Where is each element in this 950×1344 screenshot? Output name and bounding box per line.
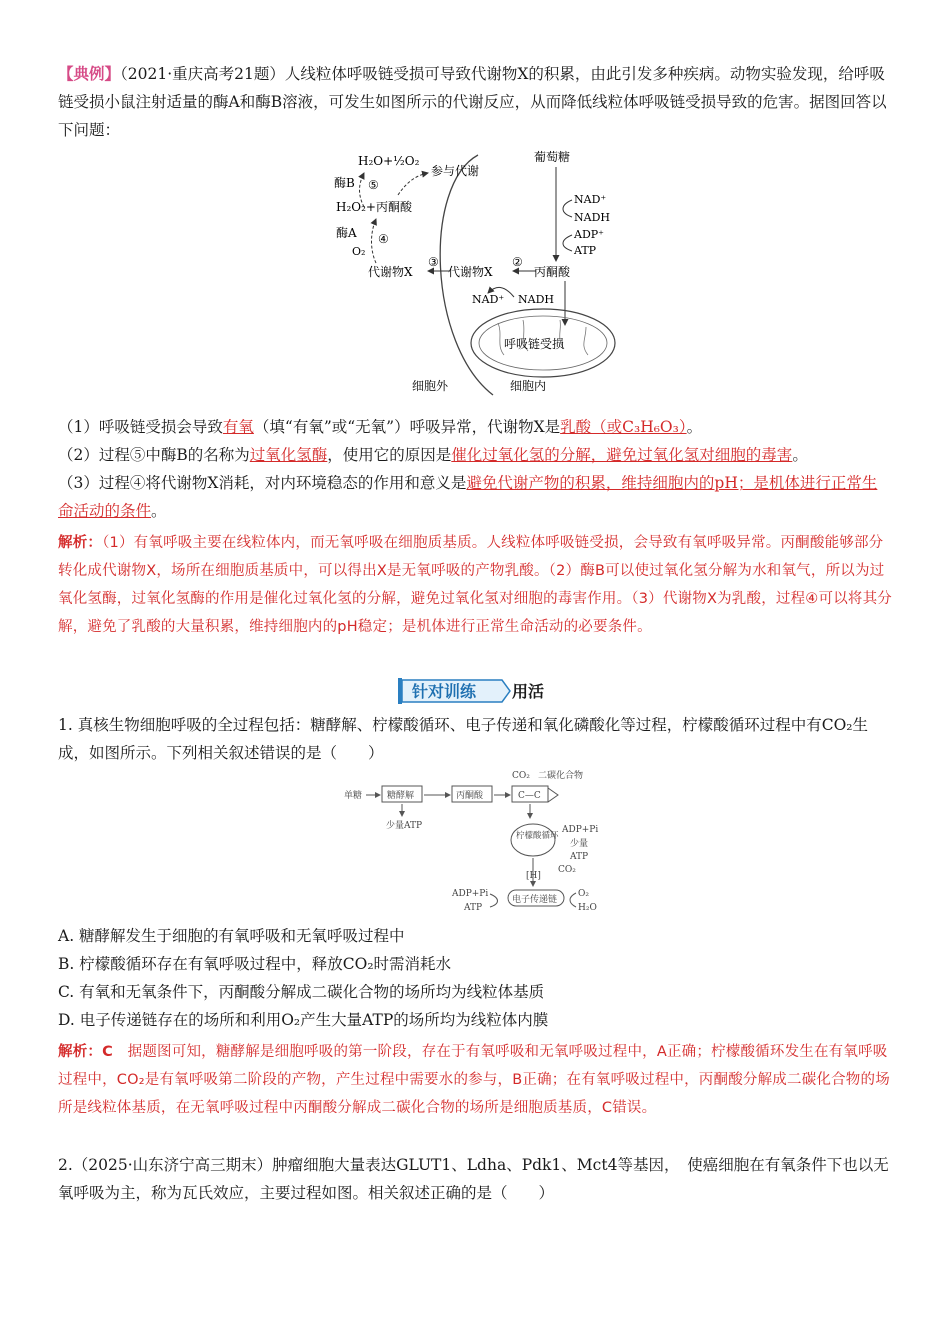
analysis-label: 解析： — [58, 535, 103, 551]
pyruvate-label: 丙酮酸 — [534, 265, 571, 279]
atp-2-label: ATP — [464, 903, 483, 913]
q1-option-a[interactable]: A. 糖酵解发生于细胞的有氧呼吸和无氧呼吸过程中 — [58, 927, 405, 945]
q1-analysis — [58, 1038, 892, 1122]
o2-label-2: O₂ — [578, 889, 589, 899]
q1-answer-1: 有氧 — [222, 418, 254, 436]
q1-prefix: （1）呼吸链受损会导致 — [58, 418, 223, 436]
example-q1 — [58, 413, 892, 441]
example-intro — [58, 60, 892, 144]
co2-mid-label: CO₂ — [558, 865, 576, 875]
q2-end: 。 — [792, 446, 808, 464]
banner-suffix: 用活 — [512, 682, 545, 701]
adp-label: ADP⁺ — [574, 228, 604, 241]
banner-label: 针对训练 — [412, 682, 477, 701]
h2o2-pyruvate: H₂O₂+丙酮酸 — [336, 200, 412, 214]
q1-analysis-label: 解析：C — [58, 1044, 113, 1060]
banner-graphic — [398, 676, 554, 706]
q1-end: 。 — [686, 418, 703, 436]
q2-middle: ，使用它的原因是 — [327, 446, 452, 464]
q2-stem: 2.（2025·山东济宁高三期末）肿瘤细胞大量表达GLUT1、Ldha、Pdk1、Mct4等基因， 使癌细胞在有氧条件下也以无氧呼吸为主，称为瓦氏效应，主要过程如图。相关叙述正确的是（ ） — [58, 1156, 889, 1202]
o2-label: O₂ — [352, 245, 366, 258]
q3-answer: 避免代谢产物的积累，维持细胞内的pH；是机体进行正常生命活动的条件 — [58, 474, 878, 520]
h2o-label: H₂O — [578, 903, 597, 913]
small-atp-label: 少量ATP — [386, 821, 423, 831]
q1-option-b[interactable]: B. 柠檬酸循环存在有氧呼吸过程中，释放CO₂时需消耗水 — [58, 955, 452, 973]
metabolite-x-in: 代谢物X — [448, 265, 493, 279]
co2-top-label: CO₂ — [512, 771, 530, 781]
atp-1-label: ATP — [570, 852, 589, 862]
h-label: [H] — [526, 871, 541, 881]
q1-answer-2: 乳酸（或C₃H₆O₃） — [560, 418, 687, 436]
nad-plus-top: NAD⁺ — [574, 193, 607, 206]
q2-answer-1: 过氧化氢酶 — [249, 446, 328, 464]
q1-analysis-text: 据题图可知，糖酵解是细胞呼吸的第一阶段，存在于有氧呼吸和无氧呼吸过程中，A正确；柠檬酸循环发生在有氧呼吸过程中，CO₂是有氧呼吸第二阶段的产物，产生过程中需要水的参与，B正确；在有氧呼吸过程中，丙酮酸分解成二碳化合物的场所是线粒体基质，在无氧呼吸过程中丙酮酸分解成二碳化合物的场所是细胞质基质，C错误。 — [58, 1044, 890, 1116]
step5-label: ⑤ — [368, 178, 379, 192]
section-banner — [398, 676, 554, 706]
q1-option-c[interactable]: C. 有氧和无氧条件下，丙酮酸分解成二碳化合物的场所均为线粒体基质 — [58, 983, 545, 1001]
example-analysis — [58, 529, 892, 641]
adp-pi-2-label: ADP+Pi — [452, 889, 489, 899]
q2-prefix: （2）过程⑤中酶B的名称为 — [58, 446, 250, 464]
step3-label: ③ — [428, 255, 439, 269]
q3-prefix: （3）过程④将代谢物X消耗，对内环境稳态的作用和意义是 — [58, 474, 467, 492]
glycolysis-label: 糖酵解 — [387, 791, 415, 801]
respiration-diagram — [340, 766, 610, 918]
q1-option-d[interactable]: D. 电子传递链存在的场所和利用O₂产生大量ATP的场所均为线粒体内膜 — [58, 1011, 549, 1029]
analysis-text: （1）有氧呼吸主要在线粒体内，而无氧呼吸在细胞质基质。人线粒体呼吸链受损，会导致有氧呼吸异常。丙酮酸能够部分转化成代谢物X，场所在细胞质基质中，可以得出X是无氧呼吸的产物乳酸。（2）酶B可以使过氧化氢分解为水和氧气，所以为过氧化氢酶，过氧化氢酶的作用是催化过氧化氢的分解，避免过氧化氢对细胞的毒害作用。（3）代谢物X为乳酸，过程④可以将其分解，避免了乳酸的大量积累，维持细胞内的pH稳定；是机体进行正常生命活动的必要条件。 — [58, 535, 893, 635]
nad-plus-bottom: NAD⁺ — [472, 293, 505, 306]
metabolite-x-out: 代谢物X — [368, 265, 413, 279]
example-tag: 【典例】 — [58, 64, 121, 83]
q3-end: 。 — [151, 502, 167, 520]
chain-damaged-label: 呼吸链受损 — [504, 337, 565, 351]
adp-pi-1-label: ADP+Pi — [562, 825, 599, 835]
h2o-half-o2: H₂O+½O₂ — [358, 154, 420, 168]
nadh-top: NADH — [574, 211, 610, 224]
two-carbon-label: 二碳化合物 — [538, 771, 584, 781]
inside-label: 细胞内 — [510, 379, 547, 393]
step4-label: ④ — [378, 232, 389, 246]
etc-label: 电子传递链 — [512, 895, 558, 905]
glucose-label: 葡萄糖 — [534, 150, 571, 164]
step2-label: ② — [512, 255, 523, 269]
example-q3 — [58, 469, 892, 525]
cc-label: C—C — [518, 791, 541, 801]
monosaccharide-label: 单糖 — [344, 791, 363, 801]
nadh-bottom: NADH — [518, 293, 554, 306]
citric-cycle-label: 柠檬酸循环 — [516, 831, 559, 841]
q1-stem: 1. 真核生物细胞呼吸的全过程包括：糖酵解、柠檬酸循环、电子传递和氧化磷酸化等过程，柠檬酸循环过程中有CO₂生成，如图所示。下列相关叙述错误的是（ ） — [58, 716, 868, 762]
metabolism-diagram — [328, 145, 628, 407]
q1-middle: （填“有氧”或“无氧”）呼吸异常，代谢物X是 — [253, 418, 561, 436]
example-q2 — [58, 441, 892, 469]
small-label: 少量 — [570, 839, 589, 849]
outside-label: 细胞外 — [412, 379, 449, 393]
q2-answer-2: 催化过氧化氢的分解，避免过氧化氢对细胞的毒害 — [451, 446, 793, 464]
atp-label: ATP — [574, 244, 597, 257]
participate-label: 参与代谢 — [431, 164, 480, 178]
enzyme-b-label: 酶B — [334, 176, 355, 190]
enzyme-a-label: 酶A — [336, 226, 357, 240]
pyruvate-box-label: 丙酮酸 — [456, 791, 484, 801]
example-intro-text: （2021·重庆高考21题）人线粒体呼吸链受损可导致代谢物X的积累，由此引发多种疾病。动物实验发现，给呼吸链受损小鼠注射适量的酶A和酶B溶液，可发生如图所示的代谢反应，从而降低线粒体呼吸链受损导致的危害。据图回答以下问题： — [58, 65, 887, 139]
